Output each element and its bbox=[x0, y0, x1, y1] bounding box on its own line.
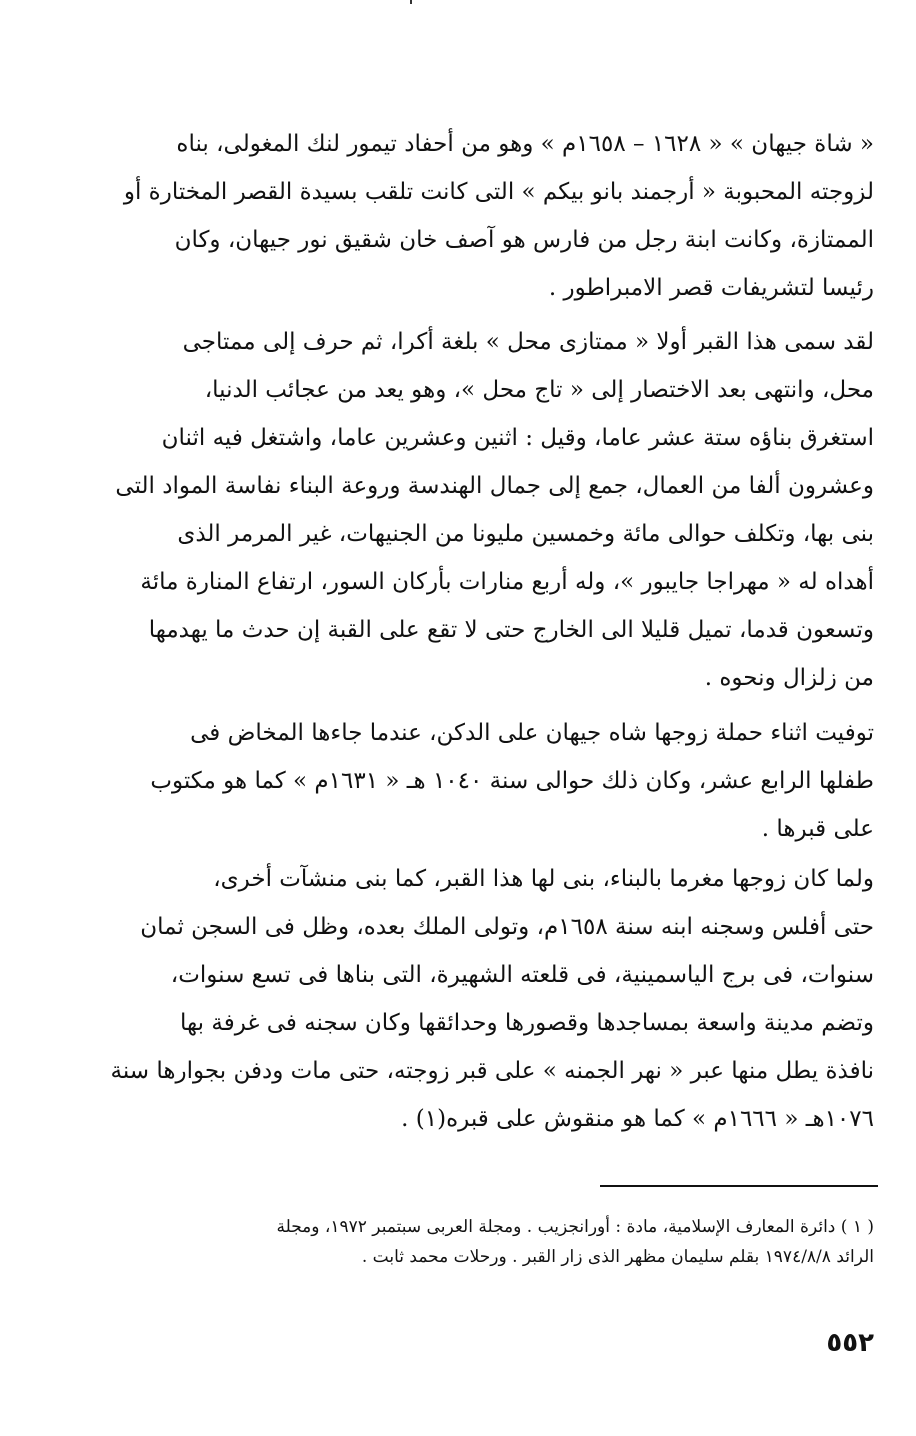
text-line: على قبرها . bbox=[761, 816, 874, 842]
text-line: وتضم مدينة واسعة بمساجدها وقصورها وحدائقها وكان سجنه فى غرفة بها bbox=[180, 1010, 874, 1036]
paragraph-2 bbox=[62, 318, 874, 702]
footnote-line: ( ١ ) دائرة المعارف الإسلامية، مادة : أورانجزيب . ومجلة العربى سبتمبر ١٩٧٢، ومجلة bbox=[276, 1217, 874, 1237]
text-line: ١٠٧٦هـ « ١٦٦٦م » كما هو منقوش على قبره(١) . bbox=[401, 1106, 874, 1132]
footnote-divider bbox=[600, 1185, 878, 1187]
text-line: من زلزال ونحوه . bbox=[704, 665, 874, 691]
text-line: ولما كان زوجها مغرما بالبناء، بنى لها هذا القبر، كما بنى منشآت أخرى، bbox=[213, 866, 874, 892]
text-line: أهداه له « مهراجا جايبور »، وله أربع منارات بأركان السور، ارتفاع المنارة مائة bbox=[140, 569, 874, 595]
text-line: لزوجته المحبوبة « أرجمند بانو بيكم » التى كانت تلقب بسيدة القصر المختارة أو bbox=[123, 179, 874, 205]
text-line: رئيسا لتشريفات قصر الامبراطور . bbox=[548, 275, 874, 301]
footnote-line: الرائد ١٩٧٤/٨/٨ بقلم سليمان مظهر الذى زار القبر . ورحلات محمد ثابت . bbox=[361, 1247, 874, 1267]
text-line: لقد سمى هذا القبر أولا « ممتازى محل » بلغة أكرا، ثم حرف إلى ممتاجى bbox=[182, 329, 874, 355]
text-line: محل، وانتهى بعد الاختصار إلى « تاج محل »، وهو يعد من عجائب الدنيا، bbox=[204, 377, 874, 403]
text-line: بنى بها، وتكلف حوالى مائة وخمسين مليونا من الجنيهات، غير المرمر الذى bbox=[177, 521, 874, 547]
text-line: وعشرون ألفا من العمال، جمع إلى جمال الهندسة وروعة البناء نفاسة المواد التى bbox=[115, 473, 874, 499]
text-line: توفيت اثناء حملة زوجها شاه جيهان على الدكن، عندما جاءها المخاض فى bbox=[190, 720, 874, 746]
paragraph-3 bbox=[62, 709, 874, 853]
text-line: طفلها الرابع عشر، وكان ذلك حوالى سنة ١٠٤٠ هـ « ١٦٣١م » كما هو مكتوب bbox=[150, 768, 874, 794]
text-line: سنوات، فى برج الياسمينية، فى قلعته الشهيرة، التى بناها فى تسع سنوات، bbox=[170, 962, 874, 988]
page-number: ٥٥٢ bbox=[826, 1328, 874, 1358]
text-line: نافذة يطل منها عبر « نهر الجمنه » على قبر زوجته، حتى مات ودفن بجوارها سنة bbox=[110, 1058, 874, 1084]
text-line: استغرق بناؤه ستة عشر عاما، وقيل : اثنين وعشرين عاما، واشتغل فيه اثنان bbox=[161, 425, 874, 451]
text-line: « شاة جيهان » « ١٦٢٨ – ١٦٥٨م » وهو من أحفاد تيمور لنك المغولى، بناه bbox=[176, 131, 874, 157]
text-line: الممتازة، وكانت ابنة رجل من فارس هو آصف خان شقيق نور جيهان، وكان bbox=[174, 227, 874, 253]
footnote bbox=[62, 1212, 874, 1272]
text-line: حتى أفلس وسجنه ابنه سنة ١٦٥٨م، وتولى الملك بعده، وظل فى السجن ثمان bbox=[140, 914, 874, 940]
top-scan-mark bbox=[410, 0, 412, 4]
text-line: وتسعون قدما، تميل قليلا الى الخارج حتى لا تقع على القبة إن حدث ما يهدمها bbox=[148, 617, 874, 643]
paragraph-4 bbox=[62, 855, 874, 1143]
paragraph-1 bbox=[62, 120, 874, 312]
